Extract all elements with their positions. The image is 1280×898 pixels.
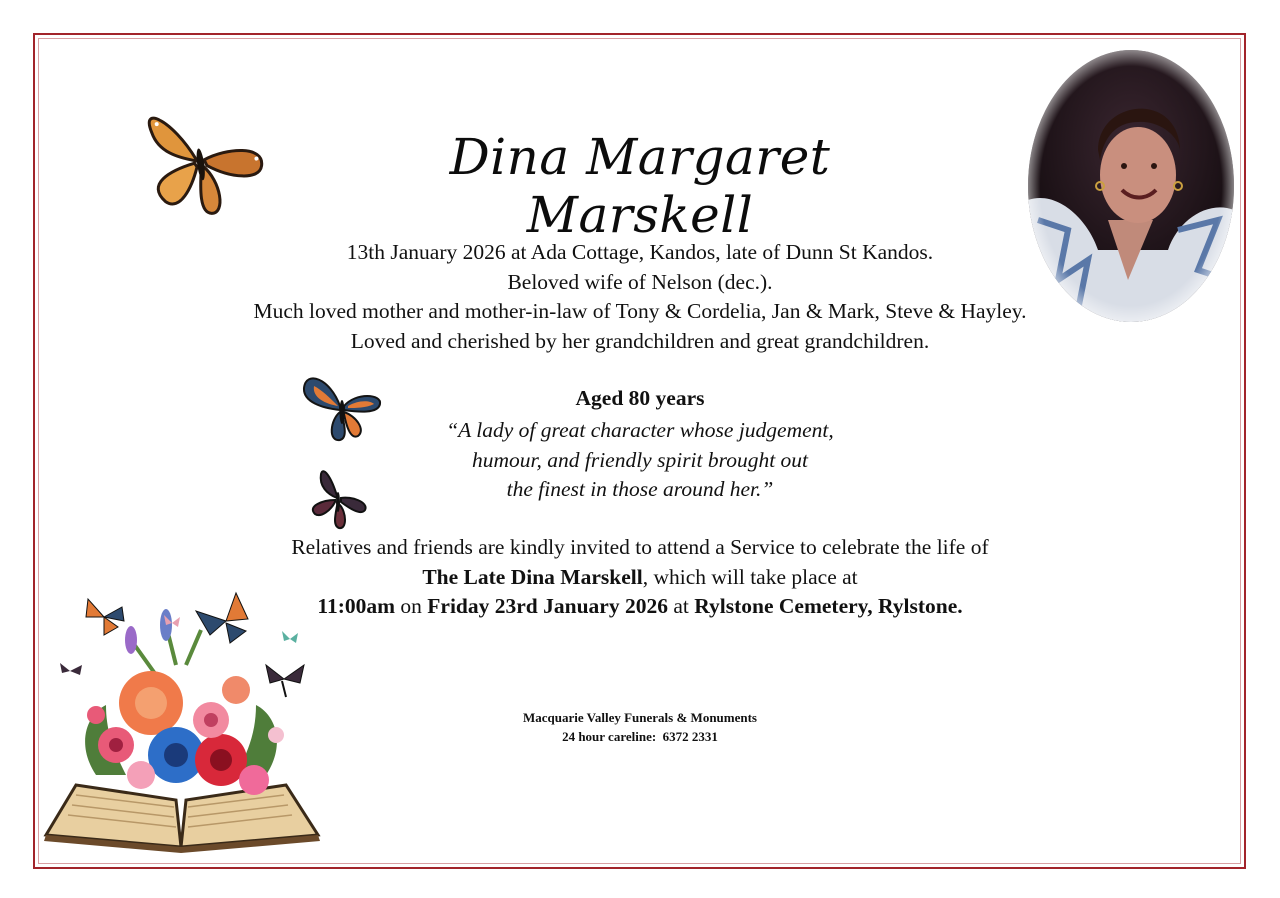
service-text: , which will take place at <box>642 564 858 589</box>
age-text: Aged 80 years <box>575 386 705 410</box>
service-text: on <box>395 594 428 618</box>
notice-line: Beloved wife of Nelson (dec.). <box>507 269 773 294</box>
careline: 24 hour careline: 6372 2331 <box>562 729 718 744</box>
service-date: Friday 23rd January 2026 <box>427 594 668 618</box>
service-time: 11:00am <box>317 594 396 618</box>
service-invite-line: Relatives and friends are kindly invited to attend a Service to celebrate the life of <box>291 535 989 559</box>
quote-line: “A lady of great character whose judgement, <box>446 418 834 442</box>
memorial-quote <box>340 416 940 505</box>
notice-line: 13th January 2026 at Ada Cottage, Kandos, late of Dunn St Kandos. <box>346 240 934 264</box>
death-notice <box>140 238 1140 356</box>
service-location: Rylstone Cemetery, Rylstone. <box>694 594 963 618</box>
late-name: The Late Dina Marskell <box>422 564 643 589</box>
notice-line: Loved and cherished by her grandchildren and great grandchildren. <box>350 328 930 353</box>
notice-line: Much loved mother and mother-in-law of Tony & Cordelia, Jan & Mark, Steve & Hayley. <box>253 299 1027 323</box>
funeral-director <box>440 708 840 746</box>
company-name: Macquarie Valley Funerals & Monuments <box>523 710 757 725</box>
quote-line: the finest in those around her.” <box>506 477 774 501</box>
deceased-name: Dina Margaret Marskell <box>449 128 831 244</box>
flower-book-icon <box>36 585 326 855</box>
quote-line: humour, and friendly spirit brought out <box>471 447 809 472</box>
butterfly-icon <box>138 96 268 222</box>
service-text: at <box>667 594 695 618</box>
